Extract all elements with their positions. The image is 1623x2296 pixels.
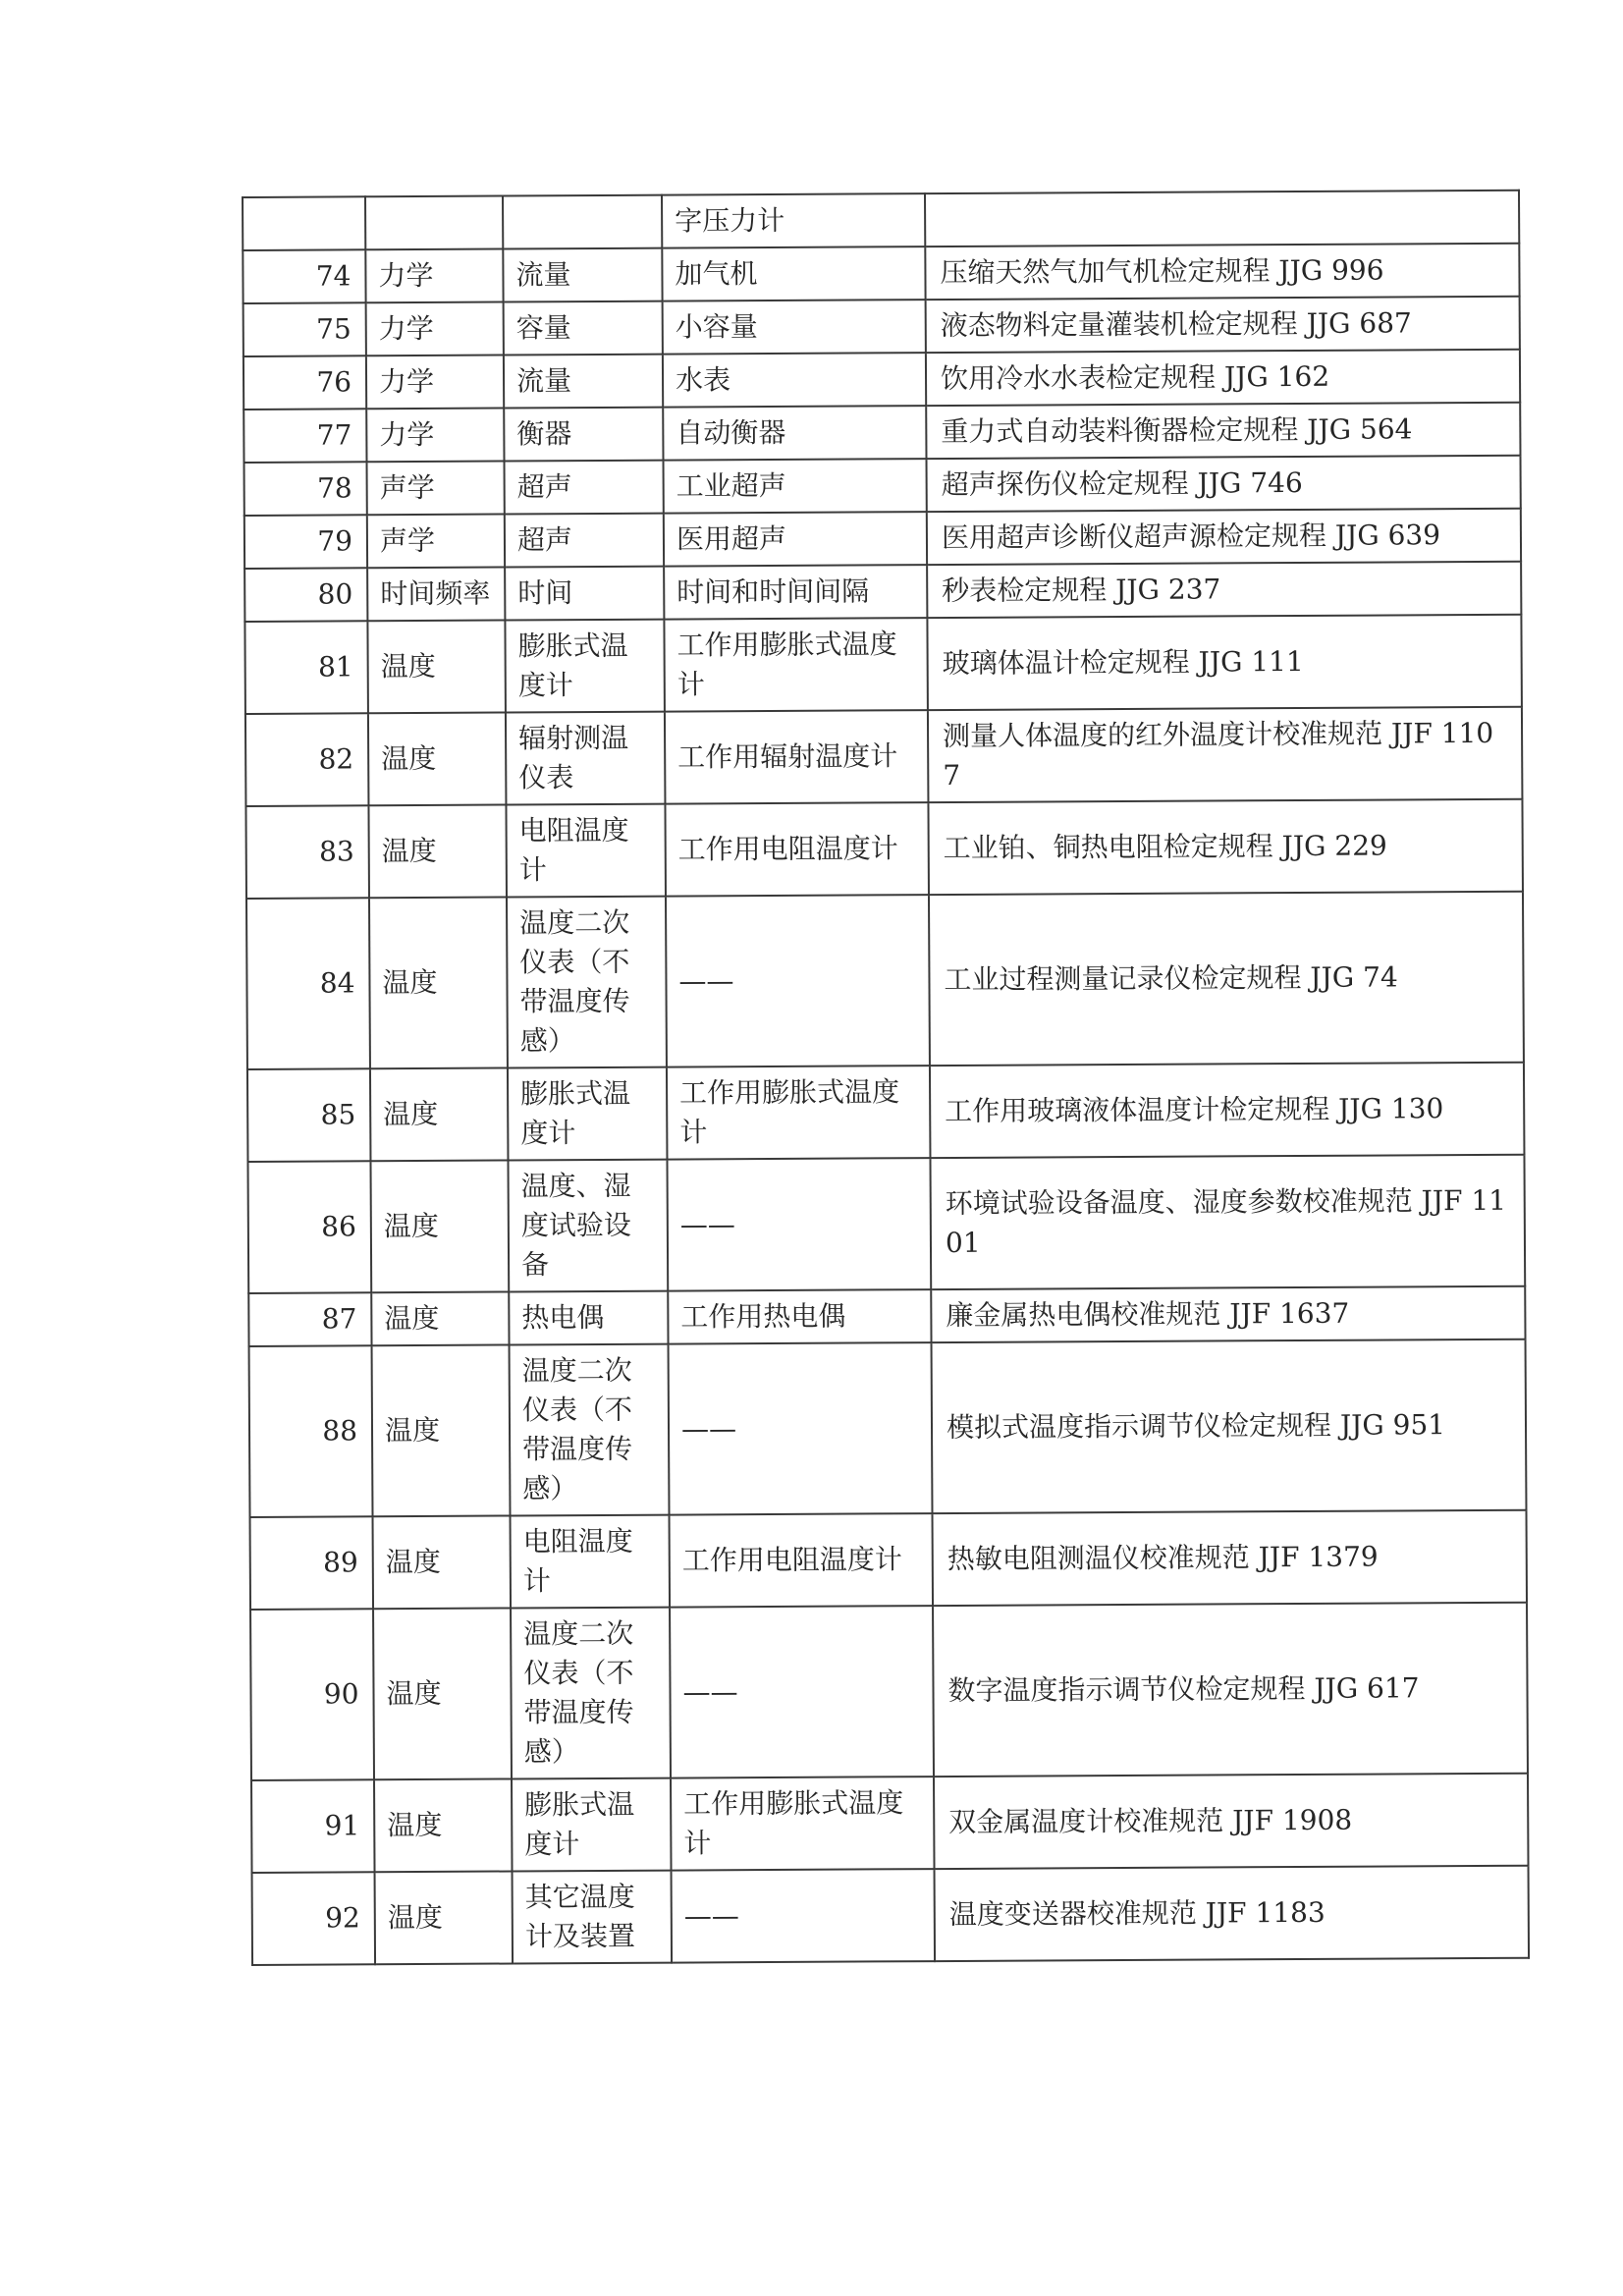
cell-field: 时间频率 <box>367 568 505 622</box>
cell-regulation: 秒表检定规程 JJG 237 <box>927 562 1521 618</box>
table-row <box>250 1603 1528 1780</box>
cell-number: 79 <box>244 515 367 569</box>
cell-item: 流量 <box>503 248 662 302</box>
table-row <box>247 1155 1525 1293</box>
cell-regulation: 压缩天然气加气机检定规程 JJG 996 <box>925 244 1519 300</box>
table-row <box>245 707 1523 806</box>
cell-number: 91 <box>251 1779 375 1873</box>
cell-instrument: 工作用热电偶 <box>668 1289 931 1343</box>
cell-item: 时间 <box>505 567 664 621</box>
cell-number: 88 <box>249 1345 373 1517</box>
cell-item: 衡器 <box>504 408 663 462</box>
cell-regulation <box>925 191 1519 246</box>
cell-item: 膨胀式温度计 <box>505 620 665 713</box>
cell-number: 78 <box>244 462 367 516</box>
table-row <box>247 1063 1525 1162</box>
cell-instrument: —— <box>666 895 930 1066</box>
table-row <box>245 799 1523 899</box>
cell-field: 温度 <box>369 898 508 1069</box>
cell-regulation: 重力式自动装料衡器检定规程 JJG 564 <box>926 403 1520 459</box>
cell-instrument: 工作用电阻温度计 <box>670 1513 934 1607</box>
cell-regulation: 工业铂、铜热电阻检定规程 JJG 229 <box>928 799 1523 895</box>
table-body <box>243 191 1529 1965</box>
cell-regulation: 工业过程测量记录仪检定规程 JJG 74 <box>929 892 1524 1066</box>
cell-regulation: 数字温度指示调节仪检定规程 JJG 617 <box>933 1603 1528 1777</box>
cell-regulation: 测量人体温度的红外温度计校准规范 JJF 1107 <box>928 707 1523 802</box>
cell-number: 84 <box>246 898 370 1069</box>
cell-instrument: 字压力计 <box>662 193 925 247</box>
cell-field: 温度 <box>373 1608 512 1779</box>
cell-instrument: 小容量 <box>663 300 926 354</box>
cell-field: 力学 <box>366 409 504 463</box>
cell-field: 温度 <box>372 1344 511 1516</box>
cell-field: 力学 <box>365 249 503 303</box>
cell-regulation: 模拟式温度指示调节仪检定规程 JJG 951 <box>932 1339 1527 1513</box>
cell-number: 81 <box>244 621 368 714</box>
cell-field: 温度 <box>370 1068 509 1162</box>
cell-instrument: 自动衡器 <box>663 406 926 460</box>
cell-item: 温度二次仪表（不带温度传感） <box>507 897 667 1068</box>
cell-regulation: 温度变送器校准规范 JJF 1183 <box>935 1866 1530 1961</box>
cell-item: 膨胀式温度计 <box>512 1778 672 1872</box>
cell-item: 热电偶 <box>509 1291 668 1345</box>
cell-field: 温度 <box>374 1778 513 1872</box>
cell-number: 76 <box>243 355 366 410</box>
cell-number: 86 <box>247 1161 371 1293</box>
table-row <box>244 456 1521 516</box>
cell-field: 温度 <box>367 621 506 714</box>
cell-item: 流量 <box>504 355 663 409</box>
cell-item: 超声 <box>505 461 664 515</box>
cell-item: 温度二次仪表（不带温度传感） <box>510 1344 670 1516</box>
cell-regulation: 超声探伤仪检定规程 JJG 746 <box>927 456 1521 512</box>
cell-instrument: 工业超声 <box>664 459 927 513</box>
cell-regulation: 饮用冷水水表检定规程 JJG 162 <box>926 350 1520 406</box>
cell-item: 电阻温度计 <box>511 1515 671 1609</box>
table-row <box>243 403 1520 463</box>
cell-number: 90 <box>250 1609 374 1780</box>
cell-field <box>365 196 503 250</box>
cell-instrument: 时间和时间间隔 <box>664 565 927 619</box>
cell-regulation: 双金属温度计校准规范 JJF 1908 <box>934 1774 1529 1869</box>
cell-number: 89 <box>250 1516 374 1610</box>
cell-number: 80 <box>244 568 367 622</box>
table-row <box>243 350 1520 410</box>
cell-field: 声学 <box>367 515 505 569</box>
cell-field: 温度 <box>368 805 507 899</box>
table-row <box>252 1866 1530 1965</box>
cell-item: 超声 <box>505 514 664 568</box>
cell-instrument: 工作用膨胀式温度计 <box>667 1066 931 1159</box>
table-row <box>248 1286 1525 1346</box>
cell-number: 83 <box>245 805 369 899</box>
cell-regulation: 廉金属热电偶校准规范 JJF 1637 <box>931 1286 1525 1342</box>
cell-item: 温度、湿度试验设备 <box>508 1160 668 1292</box>
cell-number <box>243 196 365 250</box>
table-row <box>243 191 1519 250</box>
cell-number: 75 <box>243 302 366 356</box>
table-row <box>244 562 1521 622</box>
cell-instrument: —— <box>667 1158 931 1290</box>
cell-instrument: —— <box>672 1869 936 1962</box>
cell-instrument: 水表 <box>663 353 926 407</box>
table-row <box>244 509 1521 569</box>
cell-instrument: 工作用膨胀式温度计 <box>664 618 928 711</box>
cell-item: 膨胀式温度计 <box>508 1067 668 1161</box>
cell-instrument: —— <box>670 1606 934 1777</box>
cell-instrument: 医用超声 <box>664 512 927 566</box>
table-row <box>251 1774 1529 1873</box>
table-row <box>250 1510 1528 1610</box>
table-row <box>249 1339 1527 1517</box>
cell-regulation: 医用超声诊断仪超声源检定规程 JJG 639 <box>927 509 1521 565</box>
cell-instrument: 工作用膨胀式温度计 <box>671 1777 935 1870</box>
cell-field: 温度 <box>371 1291 509 1345</box>
regulation-table <box>242 190 1530 1966</box>
table-row <box>244 615 1522 714</box>
cell-item: 辐射测温仪表 <box>506 712 666 805</box>
cell-number: 74 <box>243 249 365 303</box>
table-row <box>243 297 1520 356</box>
cell-item: 其它温度计及装置 <box>513 1871 673 1964</box>
cell-field: 温度 <box>375 1871 514 1964</box>
table-row <box>246 892 1524 1069</box>
cell-field: 声学 <box>367 462 505 516</box>
cell-regulation: 热敏电阻测温仪校准规范 JJF 1379 <box>933 1510 1528 1606</box>
cell-regulation: 玻璃体温计检定规程 JJG 111 <box>927 615 1522 710</box>
cell-item: 容量 <box>504 301 663 355</box>
cell-instrument: 加气机 <box>662 246 925 301</box>
cell-item: 电阻温度计 <box>506 804 666 898</box>
table-row <box>243 244 1519 303</box>
cell-instrument: 工作用辐射温度计 <box>665 710 929 803</box>
cell-regulation: 工作用玻璃液体温度计检定规程 JJG 130 <box>930 1063 1525 1158</box>
cell-number: 92 <box>252 1872 376 1965</box>
cell-regulation: 环境试验设备温度、湿度参数校准规范 JJF 1101 <box>930 1155 1525 1289</box>
cell-instrument: —— <box>669 1342 933 1514</box>
cell-number: 87 <box>248 1292 371 1346</box>
cell-number: 82 <box>245 713 369 806</box>
cell-field: 温度 <box>373 1515 512 1609</box>
cell-item <box>503 195 662 249</box>
cell-regulation: 液态物料定量灌装机检定规程 JJG 687 <box>926 297 1520 353</box>
cell-number: 77 <box>243 409 366 463</box>
cell-instrument: 工作用电阻温度计 <box>665 802 929 896</box>
cell-item: 温度二次仪表（不带温度传感） <box>511 1608 671 1779</box>
cell-field: 温度 <box>370 1160 509 1292</box>
cell-number: 85 <box>247 1068 371 1162</box>
cell-field: 力学 <box>366 355 504 410</box>
cell-field: 温度 <box>368 713 507 806</box>
cell-field: 力学 <box>366 302 504 356</box>
